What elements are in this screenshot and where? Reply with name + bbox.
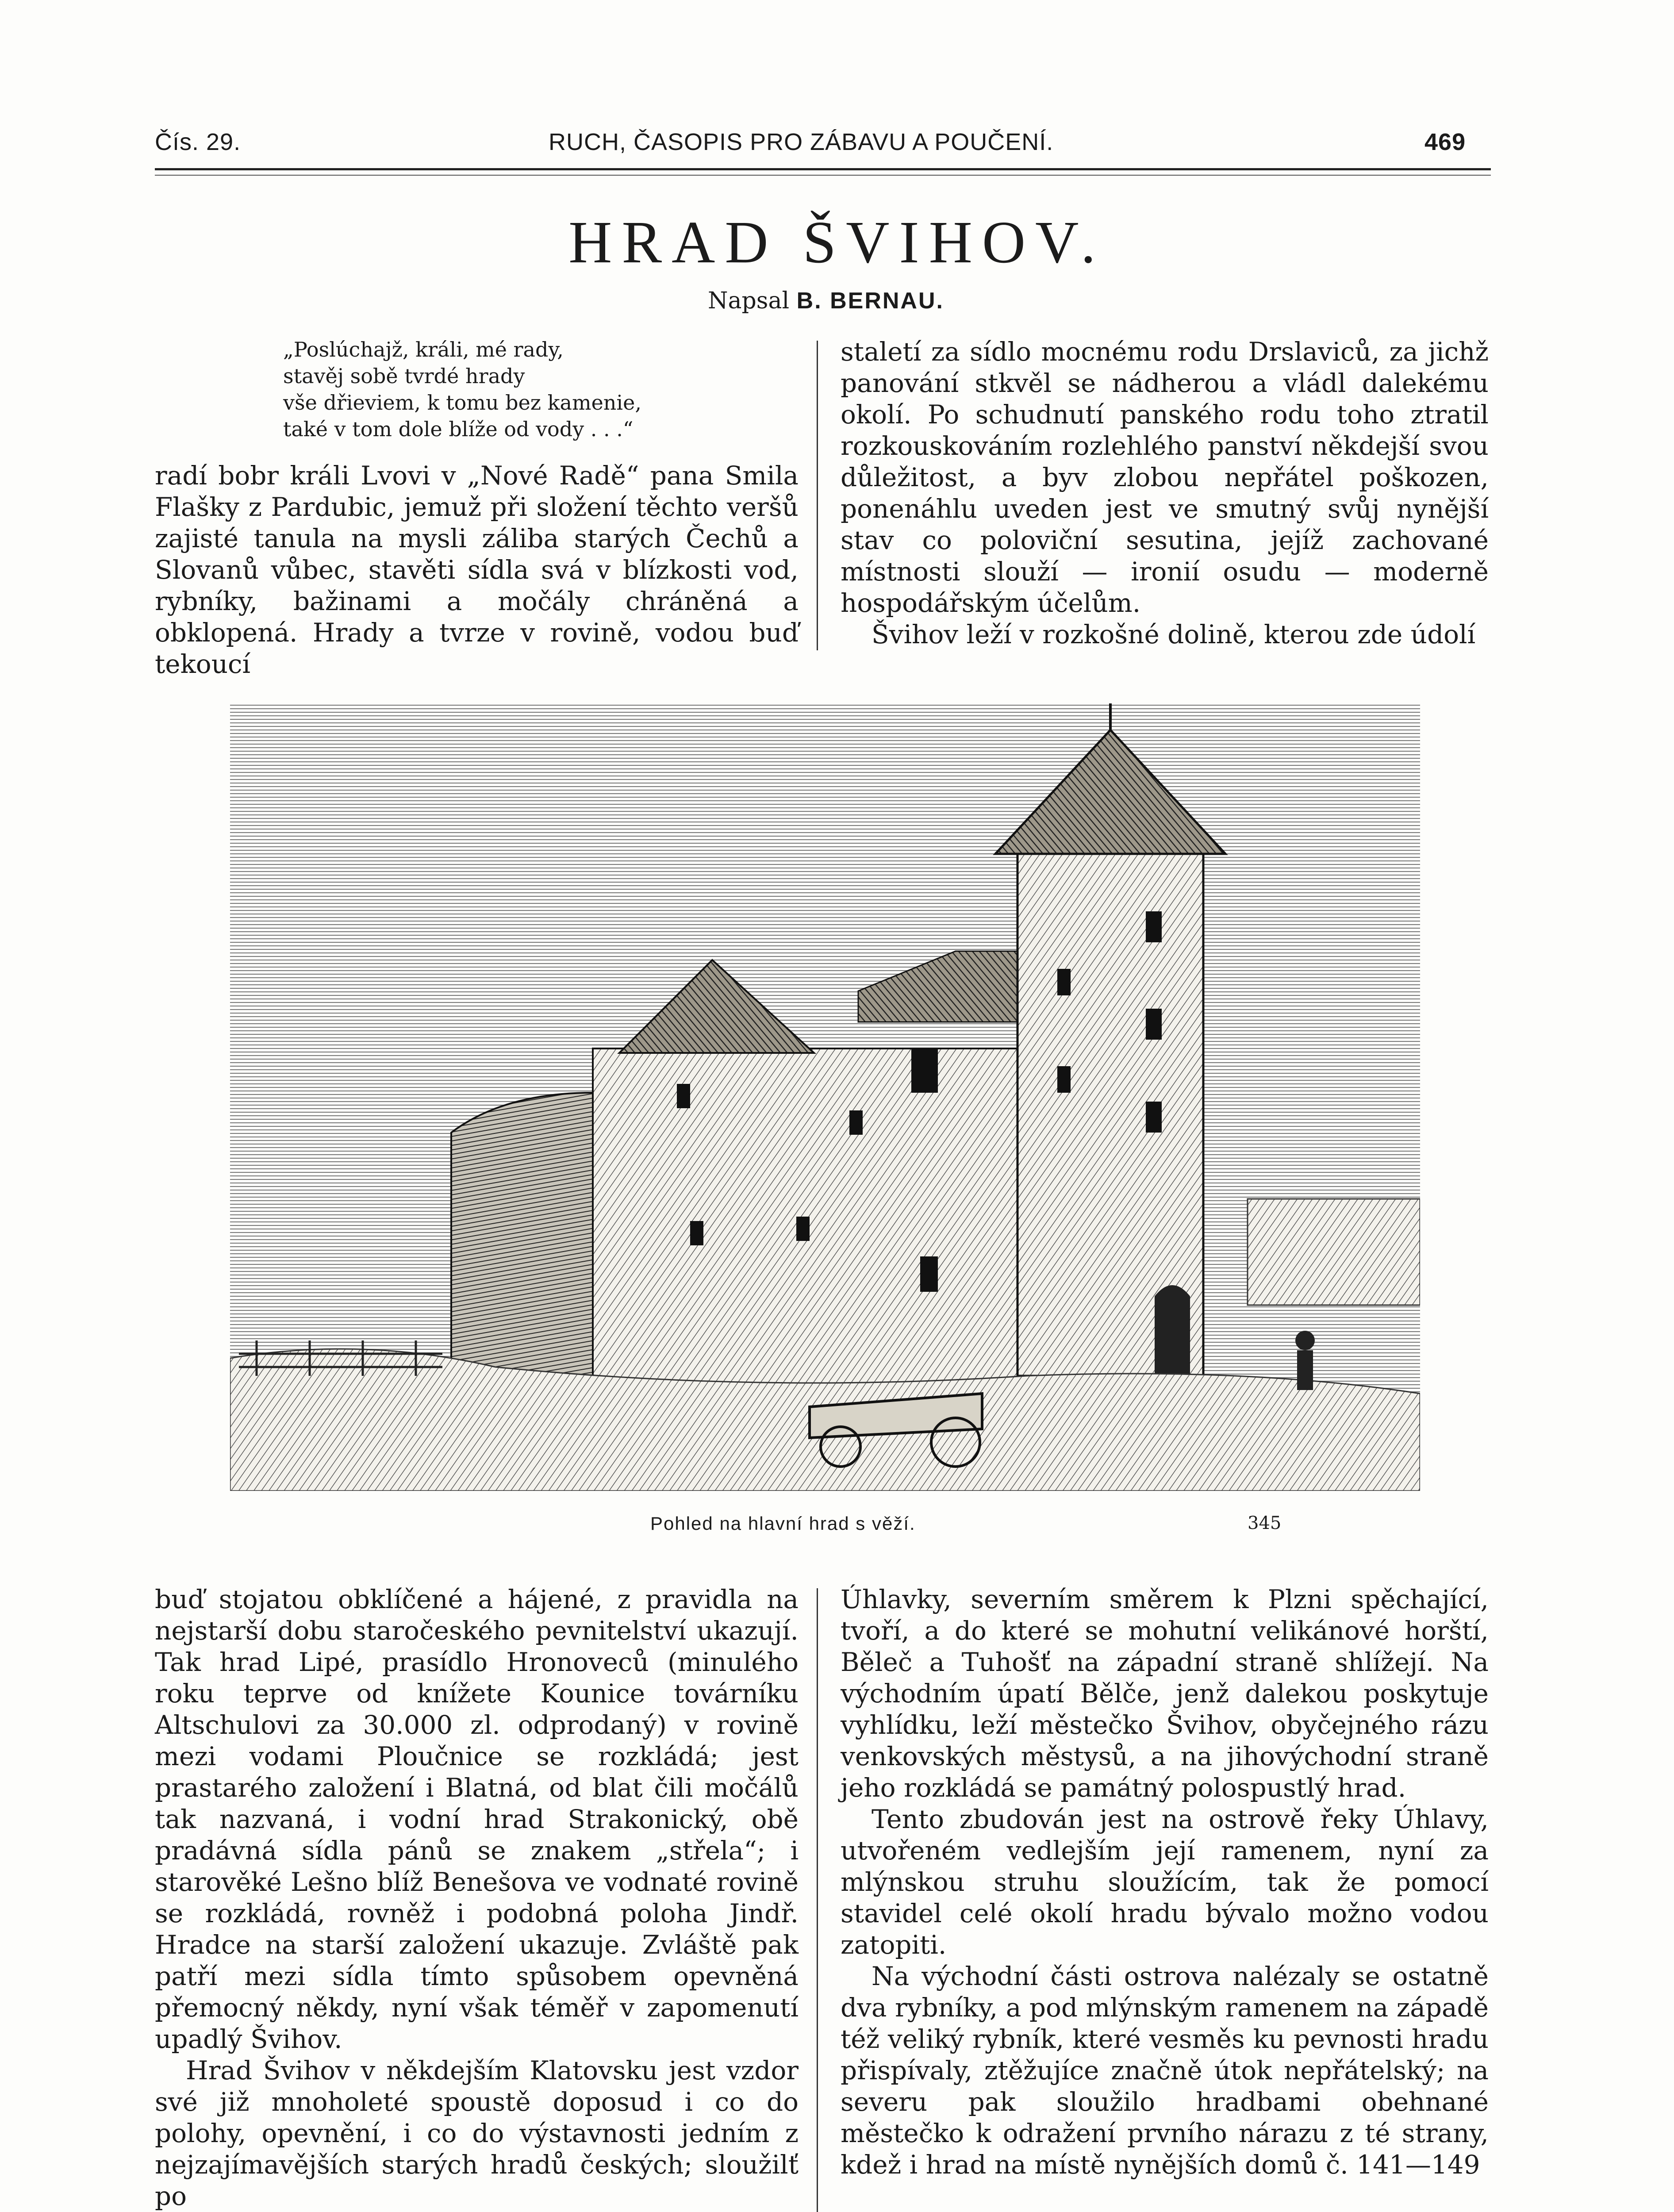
window — [796, 1217, 810, 1241]
poem-line: také v tom dole blíže od vody . . .“ — [283, 417, 634, 441]
poem-line: vše dřieviem, k tomu bez kamenie, — [283, 391, 641, 415]
poem-line: „Poslúchajž, králi, mé rady, — [283, 338, 564, 361]
column-top-left — [155, 460, 799, 680]
column-bottom-left — [155, 1584, 799, 2212]
person — [1295, 1331, 1315, 1390]
paragraph: Tento zbudován jest na ostrově řeky Úhlavy, utvořeném vedlejším její ramenem, nyní za mlýnskou struhu sloužícím, tak že pomocí stavidel celé okolí hradu bývalo možno vodou zatopiti. — [841, 1804, 1489, 1960]
page-number: 469 — [1424, 129, 1466, 155]
main-hall — [593, 1048, 1035, 1385]
paragraph: Úhlavky, severním směrem k Plzni spěchající, tvoří, a do které se mohutní velikánové horští, Běleč a Tuhošť na západní straně shlížejí. Na východním úpatí Bělče, jenž dalekou poskytuje vyhlídku, leží městečko Švihov, obyčejného rázu venkovských městysů, a na jihovýchodní straně jeho rozkládá se památný polospustlý hrad. — [841, 1584, 1489, 1803]
header-rule-thin — [155, 175, 1491, 176]
paragraph: Hrad Švihov v někdejším Klatovsku jest vzdor své již mnoholeté spoustě doposud i co do polohy, opevnění, i co do výstavnosti jedním z nejzajímavějších starých hradů českých; sloužilť po — [155, 2055, 799, 2211]
byline — [708, 288, 973, 314]
paragraph: Na východní části ostrova nalézaly se ostatně dva rybníky, a pod mlýnským ramenem na západě též veliký rybník, které vesměs ku pevnosti hradu přispívaly, ztěžujíce značně útok nepřátelský; na severu pak sloužilo hradbami obehnané městečko k odražení prvního nárazu z té strany, kdež i hrad na místě nynějších domů č. 141—149 — [841, 1961, 1489, 2180]
column-bottom-right — [841, 1584, 1489, 2181]
issue-number: Čís. 29. — [155, 129, 241, 155]
column-divider — [817, 341, 818, 650]
journal-title: RUCH, ČASOPIS PRO ZÁBAVU A POUČENÍ. — [549, 129, 1054, 155]
epigraph-poem — [283, 336, 681, 442]
window — [1146, 1102, 1162, 1133]
distant-building — [1248, 1199, 1420, 1305]
window — [1057, 969, 1071, 995]
paragraph: radí bobr králi Lvovi v „Nové Radě“ pana Smila Flašky z Pardubic, jemuž při složení těchto veršů zajisté tanula na mysli záliba starých Čechů a Slovanů vůbec, stavěti sídla svá v blízkosti vod, rybníky, bažinami a močály chráněná a obklopená. Hrady a tvrze v rovině, vodou buď tekoucí — [155, 461, 799, 679]
author-name: B. BERNAU. — [796, 288, 944, 314]
window — [1146, 911, 1162, 942]
poem-line: stavěj sobě tvrdé hrady — [283, 364, 525, 388]
paragraph: Švihov leží v rozkošné dolině, kterou zde údolí — [872, 619, 1476, 649]
window — [677, 1084, 690, 1108]
window — [690, 1221, 703, 1245]
window — [1057, 1066, 1071, 1093]
column-top-right — [841, 336, 1489, 650]
gate — [1155, 1285, 1190, 1376]
column-divider — [817, 1588, 818, 2212]
article-title: HRAD ŠVIHOV. — [568, 209, 1106, 276]
window — [1146, 1009, 1162, 1040]
window — [849, 1110, 863, 1135]
castle-engraving — [230, 703, 1420, 1491]
byline-prefix: Napsal — [708, 288, 790, 314]
figure-caption: Pohled na hlavní hrad s věží. — [650, 1513, 916, 1534]
window — [920, 1256, 938, 1292]
paragraph: buď stojatou obklíčené a hájené, z pravidla na nejstarší dobu staročeského pevnitelství ukazují. Tak hrad Lipé, prasídlo Hronoveců (minulého roku teprve od knížete Kounice továrníku Altschulovi za 30.000 zl. odprodaný) v rovině mezi vodami Ploučnice se rozkládá; jest prastarého založení i Blatná, od blat čili močálů tak nazvaná, i vodní hrad Strakonický, obě pradávná sídla pánů se znakem „střela“; i starověké Lešno blíž Benešova ve vodnaté rovině se rozkládá, rovněž i podobná poloha Jindř. Hradce na starší založení ukazuje. Zvláště pak patří mezi sídla tímto spůsobem opevněná přemocný někdy, nyní však téměř v zapomenutí upadlý Švihov. — [155, 1584, 799, 2054]
window — [911, 1048, 938, 1093]
figure-number: 345 — [1248, 1513, 1282, 1533]
paragraph: staletí za sídlo mocnému rodu Drslaviců, za jichž panování stkvěl se nádherou a vládl dalekému okolí. Po schudnutí panského rodu toho ztratil rozkouskováním rozlehlého panství někdejší svou důležitost, a byv zlobou nepřátel poškozen, ponenáhlu uveden jest ve smutný svůj nynější stav co poloviční sesutina, jejíž zachované místnosti slouží — ironií osudu — moderně hospodářským účelům. — [841, 337, 1489, 618]
header-rule — [155, 168, 1491, 170]
round-bastion — [451, 1093, 593, 1379]
